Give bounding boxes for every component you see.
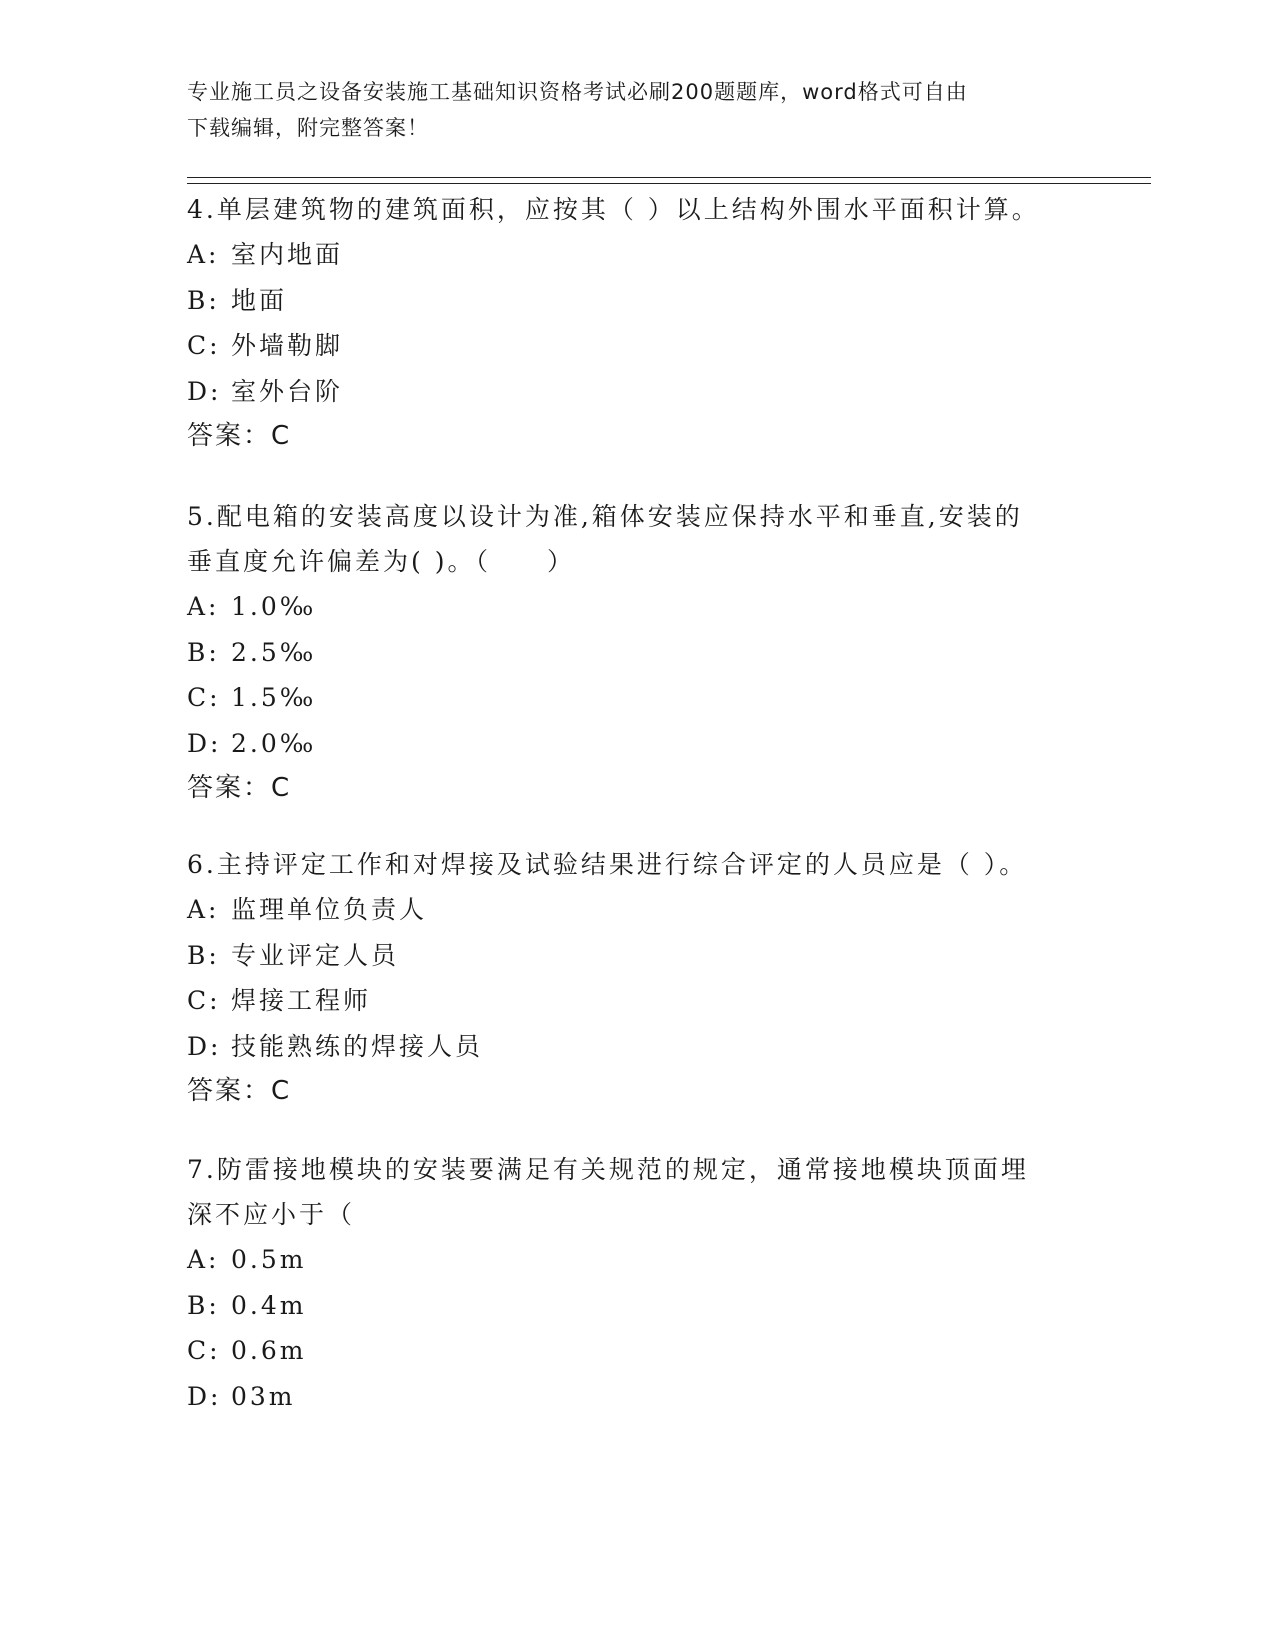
- option-text: 03m: [231, 1381, 296, 1411]
- option-text: 0.5m: [231, 1245, 307, 1274]
- option-text: 2.5‰: [231, 637, 317, 667]
- option-a: [187, 1237, 1087, 1283]
- option-key: A:: [187, 592, 220, 621]
- option-text: 1.5‰: [231, 683, 317, 712]
- option-text: 1.0‰: [231, 592, 317, 621]
- option-text: 地面: [231, 285, 288, 315]
- answer-line: [187, 766, 1087, 811]
- question-text-line-1: 5.配电箱的安装高度以设计为准,箱体安装应保持水平和垂直,安装的: [187, 502, 1023, 531]
- option-a: [187, 232, 1087, 278]
- answer-label: 答案：: [187, 421, 272, 451]
- option-text: 外墙勒脚: [231, 331, 344, 360]
- option-a: [187, 584, 1087, 630]
- answer-line: [187, 1069, 1087, 1114]
- question-text-line-2: 深不应小于（: [187, 1200, 356, 1229]
- option-text: 监理单位负责人: [231, 895, 428, 924]
- option-key: C:: [187, 1336, 221, 1365]
- option-text: 室内地面: [231, 240, 344, 269]
- document-header: [187, 74, 1087, 146]
- header-divider-top: [187, 177, 1151, 178]
- option-b: [187, 1283, 1087, 1329]
- option-key: D:: [187, 728, 222, 758]
- option-key: C:: [187, 683, 221, 712]
- option-key: B:: [187, 1290, 220, 1320]
- option-text: 0.6m: [231, 1336, 307, 1365]
- answer-value: C: [271, 773, 292, 803]
- option-text: 2.0‰: [231, 728, 317, 758]
- answer-line: [187, 414, 1087, 459]
- option-key: B:: [187, 637, 220, 667]
- option-text: 技能熟练的焊接人员: [231, 1031, 484, 1061]
- question-text: 6.主持评定工作和对焊接及试验结果进行综合评定的人员应是（ ）。: [187, 850, 1028, 879]
- option-text: 0.4m: [231, 1290, 307, 1320]
- option-d: [187, 1374, 1087, 1420]
- question-6: [187, 842, 1087, 1114]
- option-b: [187, 278, 1087, 324]
- question-7: [187, 1147, 1087, 1419]
- header-divider-bottom: [187, 183, 1151, 184]
- option-b: [187, 933, 1087, 979]
- option-text: 专业评定人员: [231, 940, 400, 970]
- option-c: [187, 1328, 1087, 1374]
- option-key: A:: [187, 1245, 220, 1274]
- option-key: A:: [187, 240, 220, 269]
- option-b: [187, 630, 1087, 676]
- answer-label: 答案：: [187, 1076, 272, 1106]
- option-key: C:: [187, 331, 221, 360]
- option-key: D:: [187, 376, 222, 406]
- option-c: [187, 675, 1087, 721]
- option-d: [187, 1024, 1087, 1070]
- answer-value: C: [271, 421, 292, 451]
- question-5: [187, 494, 1087, 811]
- option-c: [187, 978, 1087, 1024]
- option-key: B:: [187, 285, 220, 315]
- question-text-line-2: 垂直度允许偏差为( )。（ ）: [187, 547, 575, 576]
- header-line-2: 下载编辑，附完整答案！: [187, 116, 429, 140]
- option-text: 室外台阶: [231, 376, 344, 406]
- option-d: [187, 369, 1087, 415]
- option-key: C:: [187, 986, 221, 1015]
- option-text: 焊接工程师: [231, 986, 372, 1015]
- answer-label: 答案：: [187, 773, 272, 803]
- option-c: [187, 323, 1087, 369]
- question-4: [187, 187, 1087, 459]
- header-line-1: 专业施工员之设备安装施工基础知识资格考试必刷200题题库，word格式可自由: [187, 80, 968, 104]
- option-key: A:: [187, 895, 220, 924]
- option-key: D:: [187, 1381, 222, 1411]
- answer-value: C: [271, 1076, 292, 1106]
- option-a: [187, 887, 1087, 933]
- option-key: D:: [187, 1031, 222, 1061]
- option-key: B:: [187, 940, 220, 970]
- question-text-line-1: 7.防雷接地模块的安装要满足有关规范的规定，通常接地模块顶面埋: [187, 1155, 1029, 1184]
- option-d: [187, 721, 1087, 767]
- question-text: 4.单层建筑物的建筑面积，应按其（ ）以上结构外围水平面积计算。: [187, 195, 1040, 224]
